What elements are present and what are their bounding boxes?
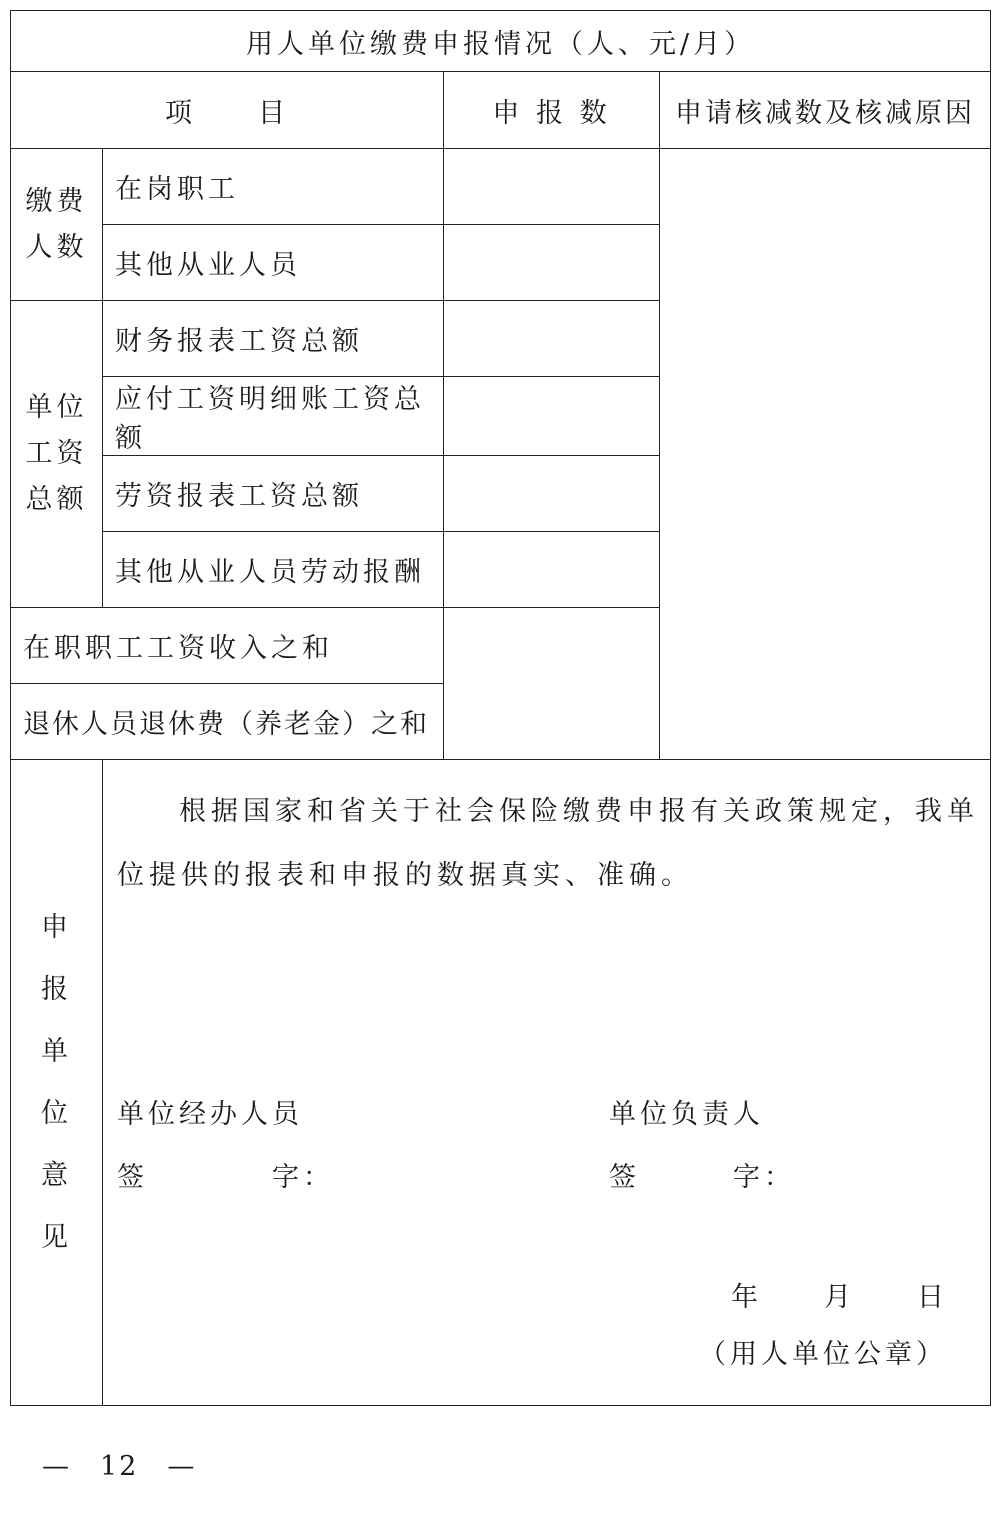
declared-value-cell[interactable] <box>444 301 660 377</box>
row-label-other-workers: 其他从业人员 <box>103 225 444 301</box>
declared-value-cell[interactable] <box>444 225 660 301</box>
declaration-text: 根据国家和省关于社会保险缴费申报有关政策规定，我单位提供的报表和申报的数据真实、准确。 <box>117 796 979 891</box>
declared-value-cell[interactable] <box>444 377 660 456</box>
group-wage-total-label-line1: 单位 <box>25 392 88 423</box>
declared-value-cell[interactable] <box>444 608 660 760</box>
group-wage-total-label-line3: 总额 <box>25 484 88 515</box>
group-headcount-label <box>11 149 103 301</box>
row-label-retiree-pension-sum: 退休人员退休费（养老金）之和 <box>11 684 444 760</box>
page-number: — 12 — <box>42 1451 197 1482</box>
date-field[interactable]: 年 月 日 <box>731 1282 948 1313</box>
opinion-content-cell <box>103 760 991 1406</box>
group-headcount-label-line1: 缴费 <box>25 185 88 217</box>
header-declared: 申 报 数 <box>444 72 660 149</box>
declared-value-cell[interactable] <box>444 149 660 225</box>
row-label-employee-wage-sum: 在职职工工资收入之和 <box>11 608 444 684</box>
reduction-reason-cell[interactable] <box>660 149 991 760</box>
handler-label: 单位经办人员 <box>117 1099 303 1130</box>
group-headcount-label-line2: 人数 <box>25 231 88 263</box>
opinion-label-char: 见 <box>41 1221 72 1253</box>
group-wage-total-label <box>11 301 103 608</box>
opinion-label-char: 意 <box>41 1159 72 1191</box>
group-wage-total-label-line2: 工资 <box>25 438 88 469</box>
row-label-on-duty-staff: 在岗职工 <box>103 149 444 225</box>
row-label-other-worker-remuneration: 其他从业人员劳动报酬 <box>103 532 444 608</box>
declared-value-cell[interactable] <box>444 456 660 532</box>
opinion-label-char: 位 <box>41 1097 72 1129</box>
row-label-labor-report-wage-total: 劳资报表工资总额 <box>103 456 444 532</box>
declared-value-cell[interactable] <box>444 532 660 608</box>
table-title: 用人单位缴费申报情况（人、元/月） <box>11 11 991 72</box>
declaration-form-table <box>10 10 991 1406</box>
opinion-label-char: 申 <box>41 911 72 943</box>
row-label-financial-wage-total: 财务报表工资总额 <box>103 301 444 377</box>
handler-signature-field[interactable]: 签 字： <box>117 1162 334 1193</box>
header-reduction: 申请核减数及核减原因 <box>660 72 991 149</box>
opinion-label-char: 单 <box>41 1035 72 1067</box>
leader-label: 单位负责人 <box>609 1099 764 1130</box>
row-label-payable-wage-ledger-total: 应付工资明细账工资总额 <box>103 377 444 456</box>
company-seal-label: （用人单位公章） <box>699 1339 947 1370</box>
leader-signature-field[interactable]: 签 字： <box>609 1162 795 1193</box>
opinion-label-char: 报 <box>41 973 72 1005</box>
opinion-label <box>11 760 103 1406</box>
header-item: 项 目 <box>11 72 444 149</box>
